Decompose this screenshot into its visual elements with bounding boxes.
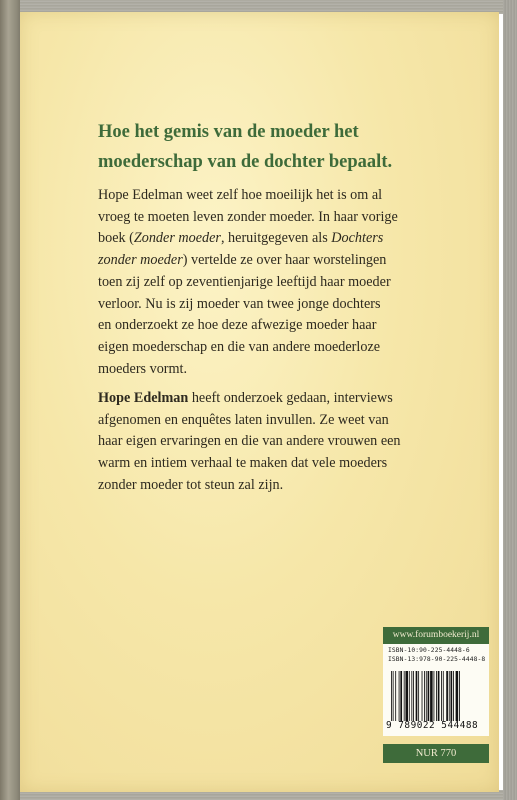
barcode-bar [436,671,437,721]
barcode-bar [441,671,442,721]
barcode-bar [405,671,408,721]
blurb-line: zonder moeder tot steun zal zijn. [98,476,284,493]
italic-title: zonder moeder [98,252,183,269]
barcode-bar [438,671,440,721]
text-fragment: boek ( [98,230,134,247]
blurb-line [98,228,458,250]
barcode-bar [446,671,448,721]
text-fragment: , heruitgegeven als [220,230,332,247]
blurb-line [98,388,458,410]
blurb-line: Hope Edelman weet zelf hoe moeilijk het is om al [98,187,383,203]
blurb-line: afgenomen en enquêtes laten invullen. Ze weet van [98,411,389,428]
blurb-line: haar eigen ervaringen en die van andere vrouwen een [98,433,401,450]
barcode-bar [404,671,405,721]
blurb-line [98,250,458,272]
blurb-line: warm en intiem verhaal te maken dat vele moeders [98,455,388,472]
barcode-bar [424,671,425,721]
barcode-bar [413,671,414,721]
author-name: Hope Edelman [98,390,189,406]
headline-line-1: Hoe het gemis van de moeder het [98,122,359,142]
barcode-bar [426,671,427,721]
isbn-13: ISBN-13:978-90-225-4448-8 [388,656,486,663]
barcode-block [383,627,489,767]
barcode-bar [451,671,453,721]
blurb-line: eigen moederschap en die van andere moederloze [98,338,381,355]
blurb-line: verloor. Nu is zij moeder van twee jonge dochters [98,295,381,312]
blurb-line: moeders vormt. [98,360,188,377]
italic-title: Dochters [331,230,384,247]
text-fragment: heeft onderzoek gedaan, interviews [188,390,393,406]
isbn-area [383,644,489,736]
barcode-bar [434,671,435,721]
barcode-bar [422,671,423,721]
barcode-bar [459,671,460,721]
isbn-10: ISBN-10:90-225-4448-6 [388,647,470,654]
blurb-paragraph-1 [98,185,458,380]
barcode-bar [453,671,454,721]
barcode-bar [430,671,433,721]
italic-title: Zonder moeder [133,230,221,247]
headline [98,117,478,177]
barcode-bar [416,671,418,721]
nur-code: NUR 770 [383,744,489,763]
barcode-bar [393,671,394,721]
barcode-bar [400,671,402,721]
barcode-bar [411,671,412,721]
blurb-line: en onderzoekt ze hoe deze afwezige moeder haar [98,317,377,334]
barcode-bar [399,671,400,721]
blurb-paragraph-2 [98,388,458,497]
headline-line-2: moederschap van de dochter bepaalt. [98,152,393,172]
barcode-bar [428,671,430,721]
barcode-bar [409,671,410,721]
text-fragment: ) vertelde ze over haar worstelingen [182,252,387,269]
barcode-bar [443,671,444,721]
barcode-bar [456,671,459,721]
barcode-bar [449,671,450,721]
barcode-bar [395,671,396,721]
blurb-line: vroeg te moeten leven zonder moeder. In haar vorige [98,208,398,225]
barcode-bars [390,671,485,721]
page-edge-right [503,0,517,800]
publisher-website: www.forumboekerij.nl [383,627,489,644]
blurb-line: toen zij zelf op zeventienjarige leeftijd haar moeder [98,273,391,290]
barcode-bar [418,671,419,721]
ean-number: 9 789022 544488 [386,720,479,731]
barcode-bar [391,671,392,721]
